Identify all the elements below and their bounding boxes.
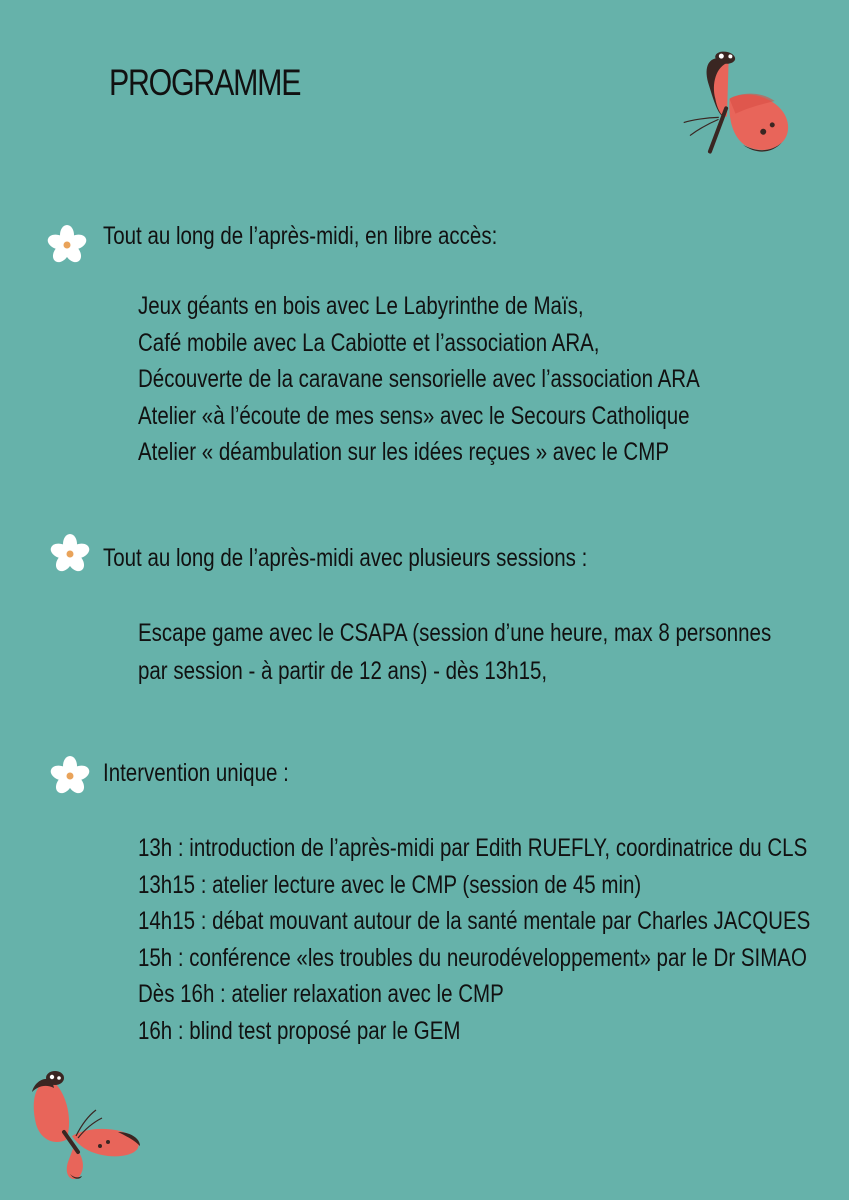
flower-icon [47,225,87,265]
flower-icon [50,756,90,796]
butterfly-icon [678,40,798,175]
list-item: Atelier «à l’écoute de mes sens» avec le Secours Catholique [138,401,690,430]
list-item: 15h : conférence «les troubles du neurodéveloppement» par le Dr SIMAO [138,943,807,972]
list-item: 16h : blind test proposé par le GEM [138,1016,461,1045]
section-heading: Intervention unique : [103,759,289,787]
butterfly-icon [22,1066,147,1186]
list-item: 14h15 : débat mouvant autour de la santé mentale par Charles JACQUES [138,907,811,935]
activity-list [138,288,823,471]
flower-icon [50,534,90,574]
list-item: Café mobile avec La Cabiotte et l’association ARA, [138,328,600,357]
section-heading: Tout au long de l’après-midi avec plusieurs sessions : [103,544,588,572]
list-item: Jeux géants en bois avec Le Labyrinthe de Maïs, [138,292,584,320]
list-item: 13h15 : atelier lecture avec le CMP (session de 45 min) [138,870,642,899]
list-item: Atelier « déambulation sur les idées reçues » avec le CMP [138,438,669,466]
schedule-list [138,830,849,1049]
list-item: Dès 16h : atelier relaxation avec le CMP [138,980,504,1008]
page-title: PROGRAMME [109,62,301,103]
list-item: 13h : introduction de l’après-midi par Edith RUEFLY, coordinatrice du CLS [138,834,808,862]
session-description: Escape game avec le CSAPA (session d’une heure, max 8 personnes par session - à partir de 12 ans) - dès 13h15, [138,619,772,685]
section-heading: Tout au long de l’après-midi, en libre accès: [103,222,498,250]
list-item: Découverte de la caravane sensorielle avec l’association ARA [138,365,700,393]
